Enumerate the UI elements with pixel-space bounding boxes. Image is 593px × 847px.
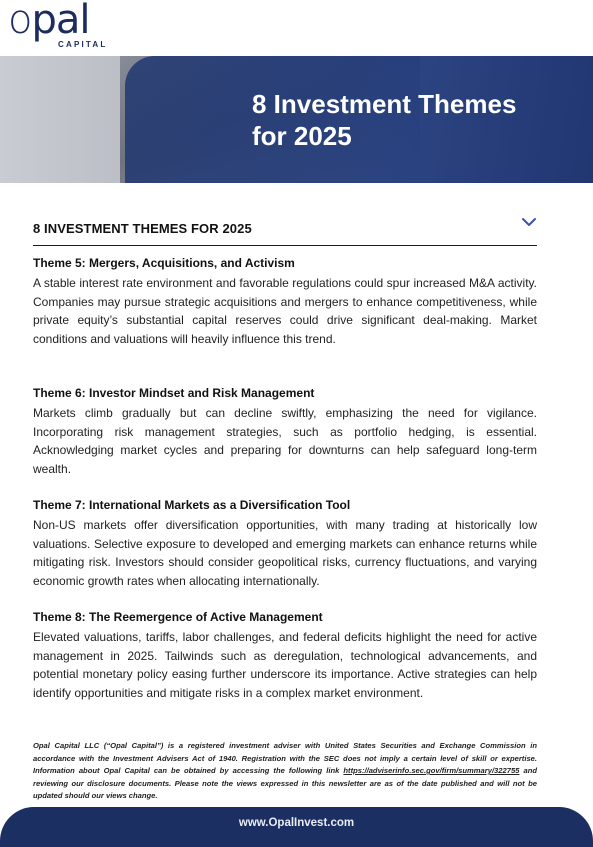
theme-6 (33, 385, 537, 479)
disclaimer-text-end: and reviewing our disclosure documents. Please note the views expressed in this newsletter are as of the date published and will not be updated should our views change. (33, 766, 537, 800)
logo-wordmark: opal (8, 0, 90, 43)
theme-body: A stable interest rate environment and favorable regulations could spur increased M&A activity. Companies may pursue strategic acquisitions and mergers to enhance competitiveness, while private equity’s substantial capital reserves could drive significant deal-making. Market conditions and valuations will heavily influence this trend. (33, 276, 537, 347)
footer-bar (0, 807, 593, 847)
section-header (33, 221, 537, 246)
website-link[interactable]: www.OpalInvest.com (238, 817, 355, 829)
disclaimer-text: Opal Capital LLC (“Opal Capital”) is a registered investment adviser with United States Securities and Exchange Commission in accordance with the Investment Advisers Act of 1940. Registration with the SEC does not imply a certain level of skill or expertise. Information about Opal Capital can be obtained by accessing the following link (33, 741, 537, 775)
theme-body: Markets climb gradually but can decline swiftly, emphasizing the need for vigilance. Incorporating risk management strategies, such as portfolio hedging, is essential. Acknowledging market cycles and preparing for downturns can help safeguard long-term wealth. (33, 406, 537, 477)
theme-body: Non-US markets offer diversification opportunities, with many trading at historically low valuations. Selective exposure to developed and emerging markets can enhance returns while mitigating risk. Investors should consider geopolitical risks, currency fluctuations, and varying economic growth rates when allocating internationally. (33, 518, 537, 589)
theme-5 (33, 255, 537, 349)
hero-title-line-2: for 2025 (252, 121, 352, 151)
theme-heading: Theme 6: Investor Mindset and Risk Management (33, 386, 315, 400)
section-title: 8 INVESTMENT THEMES FOR 2025 (33, 221, 252, 236)
chevron-down-icon[interactable] (521, 215, 537, 229)
theme-body: Elevated valuations, tariffs, labor challenges, and federal deficits highlight the need for active management in 2025. Tailwinds such as deregulation, technological advancements, and potential monetary policy easing further underscore its importance. Active strategies can help identify opportunities and mitigate risks in a complex market environment. (33, 630, 537, 701)
opal-capital-logo (8, 2, 118, 50)
theme-8 (33, 609, 537, 703)
logo-subtitle: CAPITAL (58, 40, 108, 49)
sec-adviser-link[interactable]: https://adviserinfo.sec.gov/firm/summary/322755 (343, 766, 520, 775)
theme-heading: Theme 8: The Reemergence of Active Management (33, 610, 323, 624)
theme-heading: Theme 5: Mergers, Acquisitions, and Activism (33, 256, 295, 270)
hero-title (252, 88, 572, 152)
theme-heading: Theme 7: International Markets as a Diversification Tool (33, 498, 351, 512)
theme-7 (33, 497, 537, 591)
disclaimer (33, 740, 537, 803)
hero-title-line-1: 8 Investment Themes (252, 89, 517, 119)
